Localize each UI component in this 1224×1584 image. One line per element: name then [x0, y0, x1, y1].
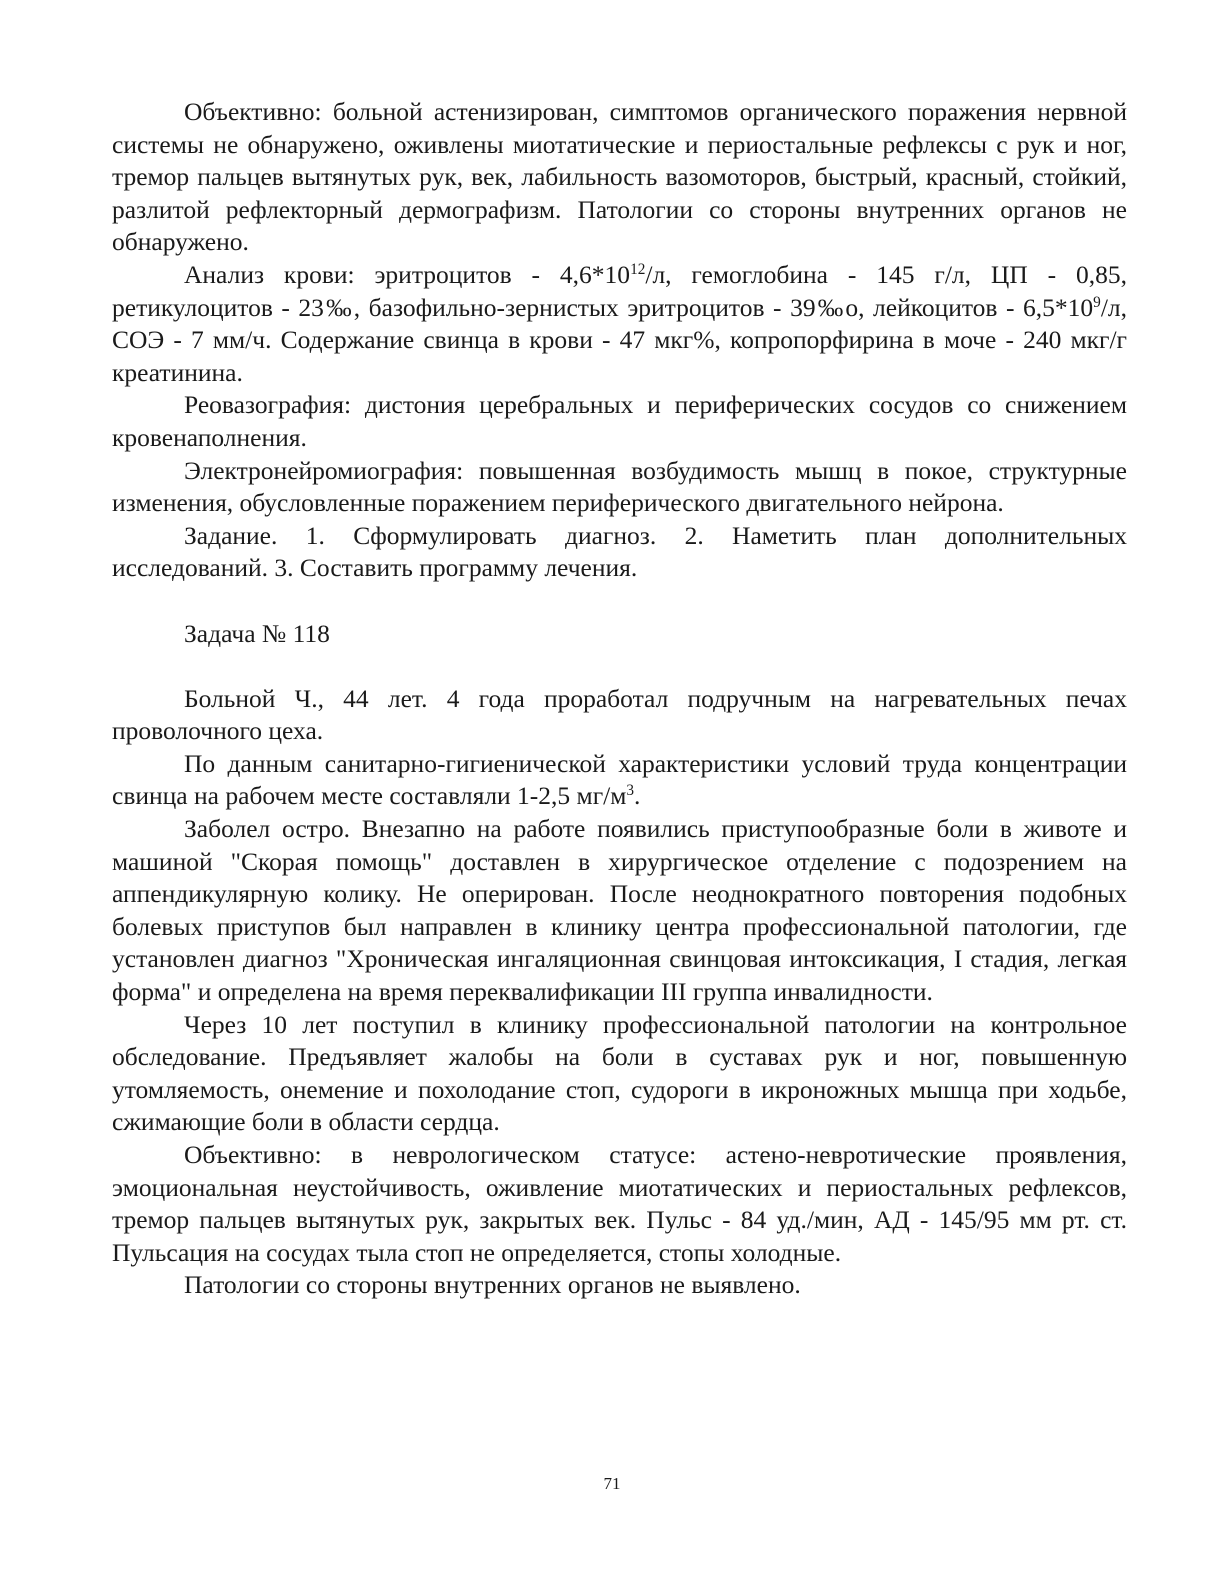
blood-analysis-exponent-2: 9	[1093, 293, 1101, 311]
blood-analysis-text-1: Анализ крови: эритроцитов - 4,6*10	[184, 259, 631, 289]
blood-analysis-paragraph	[112, 259, 1127, 389]
internal-organs-paragraph: Патологии со стороны внутренних органов не выявлено.	[184, 1270, 801, 1300]
work-conditions-text-2: .	[634, 781, 641, 811]
task-paragraph: Задание. 1. Сформулировать диагноз. 2. Наметить план дополнительных исследований. 3. Составить программу лечения.	[112, 520, 1127, 583]
electroneuromyography-paragraph: Электронейромиография: повышенная возбудимость мышц в покое, структурные изменения, обусловленные поражением периферического двигательного нейрона.	[112, 455, 1127, 518]
work-conditions-text-1: По данным санитарно-гигиенической характеристики условий труда концентрации свинца на рабочем месте составляли 1-2,5 мг/м	[112, 748, 1127, 811]
neurological-status-paragraph: Объективно: в неврологическом статусе: астено-невротические проявления, эмоциональная неустойчивость, оживление миотатических и периостальных рефлексов, тремор пальцев вытянутых рук, закрытых век. Пульс - 84 уд./мин, АД - 145/95 мм рт. ст. Пульсация на сосудах тыла стоп не определяется, стопы холодные.	[112, 1140, 1127, 1267]
problem-heading: Задача № 118	[184, 618, 330, 648]
blood-analysis-text-3: /л, СОЭ - 7 мм/ч. Содержание свинца в крови - 47 мкг%, копропорфирина в моче - 240 мкг/г креатинина.	[112, 292, 1127, 387]
document-page	[112, 96, 1127, 1302]
rheovasography-paragraph: Реовазография: дистония церебральных и периферических сосудов со снижением кровенаполнения.	[112, 390, 1127, 452]
page-number: 71	[603, 1474, 621, 1493]
work-conditions-exponent: 3	[626, 782, 635, 800]
blood-analysis-exponent-1: 12	[630, 260, 646, 278]
work-conditions-paragraph	[112, 748, 1127, 813]
objective-paragraph: Объективно: больной астенизирован, симптомов органического поражения нервной системы не обнаружено, оживлены миотатические и периостальные рефлексы с рук и ног, тремор пальцев вытянутых рук, век, лабильность вазомоторов, быстрый, красный, стойкий, разлитой рефлекторный дермографизм. Патологии со стороны внутренних органов не обнаружено.	[112, 97, 1127, 257]
patient-paragraph: Больной Ч., 44 лет. 4 года проработал подручным на нагревательных печах проволочного цеха.	[112, 683, 1127, 746]
blood-analysis-text-2: /л, гемоглобина - 145 г/л, ЦП - 0,85, ретикулоцитов - 23‰, базофильно-зернистых эритроцитов - 39‰о, лейкоцитов - 6,5*10	[112, 259, 1127, 322]
followup-paragraph: Через 10 лет поступил в клинику профессиональной патологии на контрольное обследование. Предъявляет жалобы на боли в суставах рук и ног, повышенную утомляемость, онемение и похолодание стоп, судороги в икроножных мышца при ходьбе, сжимающие боли в области сердца.	[112, 1009, 1127, 1137]
onset-paragraph: Заболел остро. Внезапно на работе появились приступообразные боли в животе и машиной "Скорая помощь" доставлен в хирургическое отделение с подозрением на аппендикулярную колику. Не оперирован. После неоднократного повторения подобных болевых приступов был направлен в клинику центра профессиональной патологии, где установлен диагноз "Хроническая ингаляционная свинцовая интоксикация, I стадия, легкая форма" и определена на время переквалификации III группа инвалидности.	[112, 814, 1127, 1007]
